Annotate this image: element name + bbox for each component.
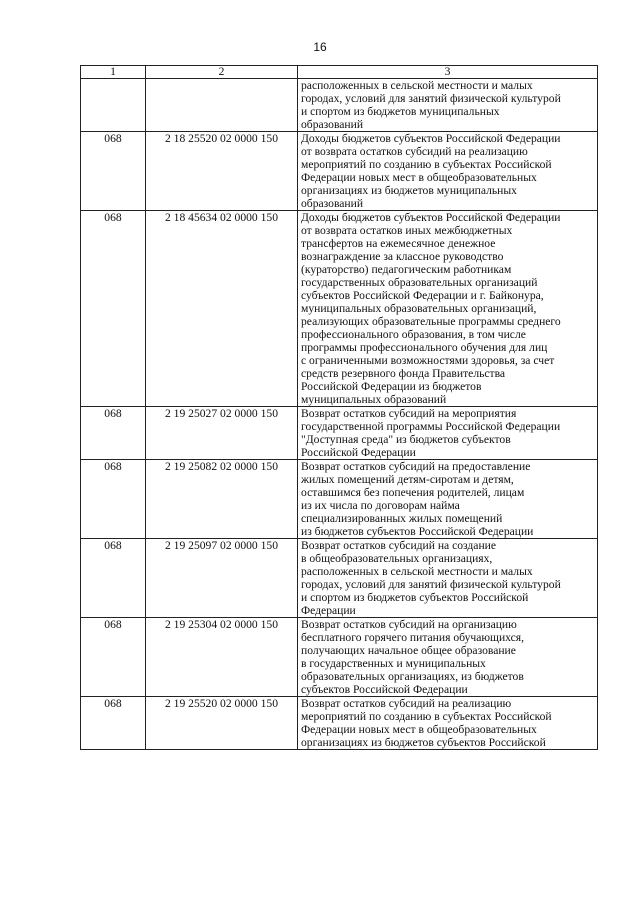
column-header-3: 3 bbox=[298, 66, 598, 79]
table-row bbox=[81, 211, 598, 407]
description-line: образований bbox=[301, 118, 364, 131]
description-line: Доходы бюджетов субъектов Российской Федерации bbox=[301, 132, 561, 145]
description-line: трансфертов на ежемесячное денежное bbox=[301, 237, 496, 250]
admin-code-cell: 068 bbox=[81, 539, 146, 618]
revenue-description-cell bbox=[298, 539, 598, 618]
description-line: мероприятий по созданию в субъектах Российской bbox=[301, 710, 552, 723]
description-line: специализированных жилых помещений bbox=[301, 512, 503, 525]
budget-classification-code-cell: 2 19 25520 02 0000 150 bbox=[146, 697, 298, 750]
description-line: Возврат остатков субсидий на реализацию bbox=[301, 697, 512, 710]
description-line: от возврата остатков субсидий на реализацию bbox=[301, 145, 528, 158]
description-line: профессионального образования, в том числе bbox=[301, 328, 526, 341]
description-line: и спортом из бюджетов субъектов Российской bbox=[301, 591, 529, 604]
budget-classification-code-cell: 2 19 25304 02 0000 150 bbox=[146, 618, 298, 697]
table-row bbox=[81, 132, 598, 211]
budget-classification-code-cell: 2 18 45634 02 0000 150 bbox=[146, 211, 298, 407]
page-number: 16 bbox=[313, 40, 327, 54]
description-line: муниципальных образований bbox=[301, 393, 447, 406]
description-line: Возврат остатков субсидий на предоставление bbox=[301, 460, 531, 473]
description-line: Российской Федерации из бюджетов bbox=[301, 380, 482, 393]
description-line: государственных образовательных организаций bbox=[301, 276, 538, 289]
admin-code-cell: 068 bbox=[81, 618, 146, 697]
table-row bbox=[81, 460, 598, 539]
column-header-2: 2 bbox=[146, 66, 298, 79]
description-line: Возврат остатков субсидий на мероприятия bbox=[301, 407, 517, 420]
admin-code-cell: 068 bbox=[81, 132, 146, 211]
description-line: образовательных организациях, из бюджетов bbox=[301, 670, 524, 683]
description-line: Российской Федерации bbox=[301, 446, 416, 459]
description-line: в общеобразовательных организациях, bbox=[301, 552, 493, 565]
description-line: реализующих образовательные программы среднего bbox=[301, 315, 561, 328]
description-line: с ограниченными возможностями здоровья, за счет bbox=[301, 354, 555, 367]
budget-classification-code-cell bbox=[146, 79, 298, 132]
description-line: в государственных и муниципальных bbox=[301, 657, 486, 670]
revenue-description-cell bbox=[298, 460, 598, 539]
description-line: Федерации bbox=[301, 604, 356, 617]
budget-classification-code-cell: 2 19 25027 02 0000 150 bbox=[146, 407, 298, 460]
description-line: субъектов Российской Федерации и г. Байконура, bbox=[301, 289, 544, 302]
column-header-1: 1 bbox=[81, 66, 146, 79]
description-line: программы профессионального обучения для лиц bbox=[301, 341, 548, 354]
admin-code-cell: 068 bbox=[81, 407, 146, 460]
description-line: Федерации новых мест в общеобразовательных bbox=[301, 171, 537, 184]
admin-code-cell bbox=[81, 79, 146, 132]
description-line: средств резервного фонда Правительства bbox=[301, 367, 506, 380]
revenue-description-cell bbox=[298, 697, 598, 750]
description-line: муниципальных образовательных организаций, bbox=[301, 302, 537, 315]
description-line: Доходы бюджетов субъектов Российской Федерации bbox=[301, 211, 561, 224]
description-line: городах, условий для занятий физической культурой bbox=[301, 92, 561, 105]
revenue-description-cell bbox=[298, 79, 598, 132]
description-line: (кураторство) педагогическим работникам bbox=[301, 263, 512, 276]
description-line: организациях из бюджетов субъектов Российской bbox=[301, 736, 546, 749]
description-line: из их числа по договорам найма bbox=[301, 499, 460, 512]
revenue-description-cell bbox=[298, 407, 598, 460]
description-line: из бюджетов субъектов Российской Федерации bbox=[301, 525, 534, 538]
table-row bbox=[81, 618, 598, 697]
description-line: Возврат остатков субсидий на организацию bbox=[301, 618, 517, 631]
description-line: субъектов Российской Федерации bbox=[301, 683, 468, 696]
description-line: и спортом из бюджетов муниципальных bbox=[301, 105, 500, 118]
description-line: бесплатного горячего питания обучающихся, bbox=[301, 631, 524, 644]
description-line: Возврат остатков субсидий на создание bbox=[301, 539, 497, 552]
revenue-description-cell bbox=[298, 132, 598, 211]
description-line: расположенных в сельской местности и малых bbox=[301, 565, 533, 578]
admin-code-cell: 068 bbox=[81, 211, 146, 407]
description-line: вознаграждение за классное руководство bbox=[301, 250, 504, 263]
revenue-description-cell bbox=[298, 618, 598, 697]
budget-classification-code-cell: 2 19 25082 02 0000 150 bbox=[146, 460, 298, 539]
table-row bbox=[81, 79, 598, 132]
description-line: получающих начальное общее образование bbox=[301, 644, 516, 657]
budget-classification-code-cell: 2 18 25520 02 0000 150 bbox=[146, 132, 298, 211]
description-line: оставшимся без попечения родителей, лицам bbox=[301, 486, 525, 499]
description-line: жилых помещений детям-сиротам и детям, bbox=[301, 473, 514, 486]
description-line: от возврата остатков иных межбюджетных bbox=[301, 224, 513, 237]
description-line: "Доступная среда" из бюджетов субъектов bbox=[301, 433, 511, 446]
description-line: организациях из бюджетов муниципальных bbox=[301, 184, 517, 197]
revenue-description-cell bbox=[298, 211, 598, 407]
admin-code-cell: 068 bbox=[81, 697, 146, 750]
description-line: образований bbox=[301, 197, 364, 210]
description-line: Федерации новых мест в общеобразовательных bbox=[301, 723, 537, 736]
admin-code-cell: 068 bbox=[81, 460, 146, 539]
table-row bbox=[81, 697, 598, 750]
description-line: расположенных в сельской местности и малых bbox=[301, 79, 533, 92]
column-number-header-row bbox=[81, 66, 598, 79]
budget-classification-code-cell: 2 19 25097 02 0000 150 bbox=[146, 539, 298, 618]
description-line: городах, условий для занятий физической культурой bbox=[301, 578, 561, 591]
description-line: мероприятий по созданию в субъектах Российской bbox=[301, 158, 552, 171]
table-row bbox=[81, 407, 598, 460]
table-row bbox=[81, 539, 598, 618]
description-line: государственной программы Российской Федерации bbox=[301, 420, 561, 433]
budget-codes-table bbox=[80, 65, 598, 750]
